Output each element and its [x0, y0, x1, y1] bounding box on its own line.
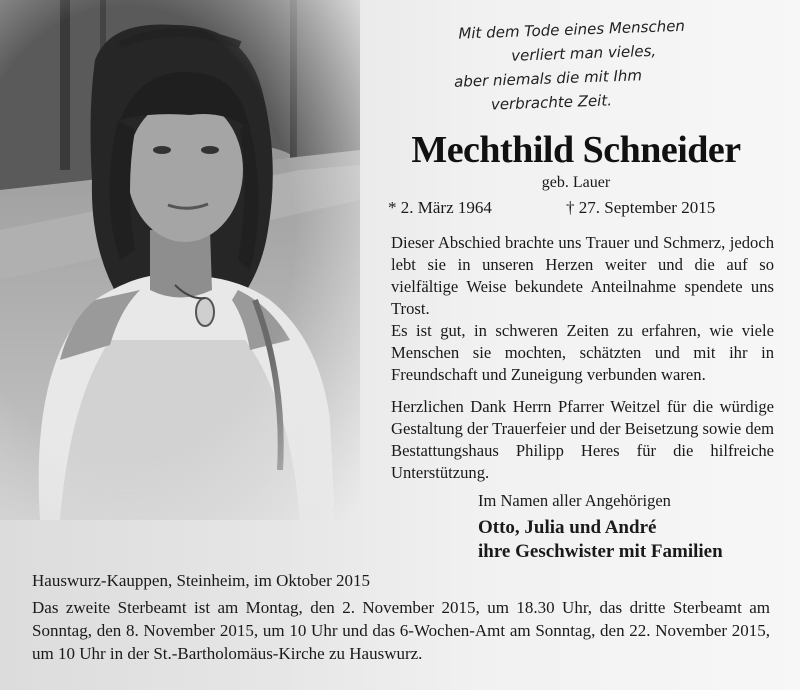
- maiden-name: geb. Lauer: [541, 174, 611, 191]
- handwritten-quote: [448, 11, 771, 118]
- thanks-paragraph: Es ist gut, in schweren Zeiten zu erfahren, wie viele Menschen sie mochten, schätzten und mit ihr in Freundschaft und Zuneigung verbunden waren.: [391, 321, 774, 384]
- portrait-photo-icon: [0, 0, 360, 520]
- signature-intro: Im Namen aller Angehörigen: [478, 491, 671, 510]
- relatives-signature: [478, 516, 723, 564]
- quote-line: verliert man vieles,: [510, 41, 657, 65]
- quote-line: Mit dem Tode eines Menschen: [458, 16, 686, 43]
- portrait-photo: [0, 0, 360, 520]
- thanks-paragraph: Dieser Abschied brachte uns Trauer und Schmerz, jedoch lebt sie in unseren Herzen weiter und die auf so vielfältige Weise bekundete Anteilnahme spendete uns Trost.: [391, 233, 774, 318]
- quote-line: aber niemals die mit Ihm: [453, 66, 643, 91]
- deceased-name: Mechthild Schneider: [411, 129, 741, 171]
- death-date: † 27. September 2015: [566, 198, 716, 217]
- relatives-line: ihre Geschwister mit Familien: [478, 541, 723, 562]
- thanks-paragraph: Herzlichen Dank Herrn Pfarrer Weitzel für die würdige Gestaltung der Trauerfeier und der Beisetzung sowie dem Bestattungshaus Philipp Heres für die hilfreiche Unterstützung.: [391, 397, 774, 482]
- place-date: Hauswurz-Kauppen, Steinheim, im Oktober 2015: [32, 571, 371, 590]
- quote-line: verbrachte Zeit.: [490, 91, 613, 114]
- birth-date: * 2. März 1964: [388, 198, 492, 217]
- memorial-mass-notice: Das zweite Sterbeamt ist am Montag, den 2. November 2015, um 18.30 Uhr, das dritte Sterbeamt am Sonntag, den 8. November 2015, um 10 Uhr und das 6-Wochen-Amt am Sonntag, den 22. November 2015, um 10 Uhr in der St.-Bartholomäus-Kirche zu Hauswurz.: [32, 598, 770, 663]
- relatives-line: Otto, Julia und André: [478, 517, 657, 538]
